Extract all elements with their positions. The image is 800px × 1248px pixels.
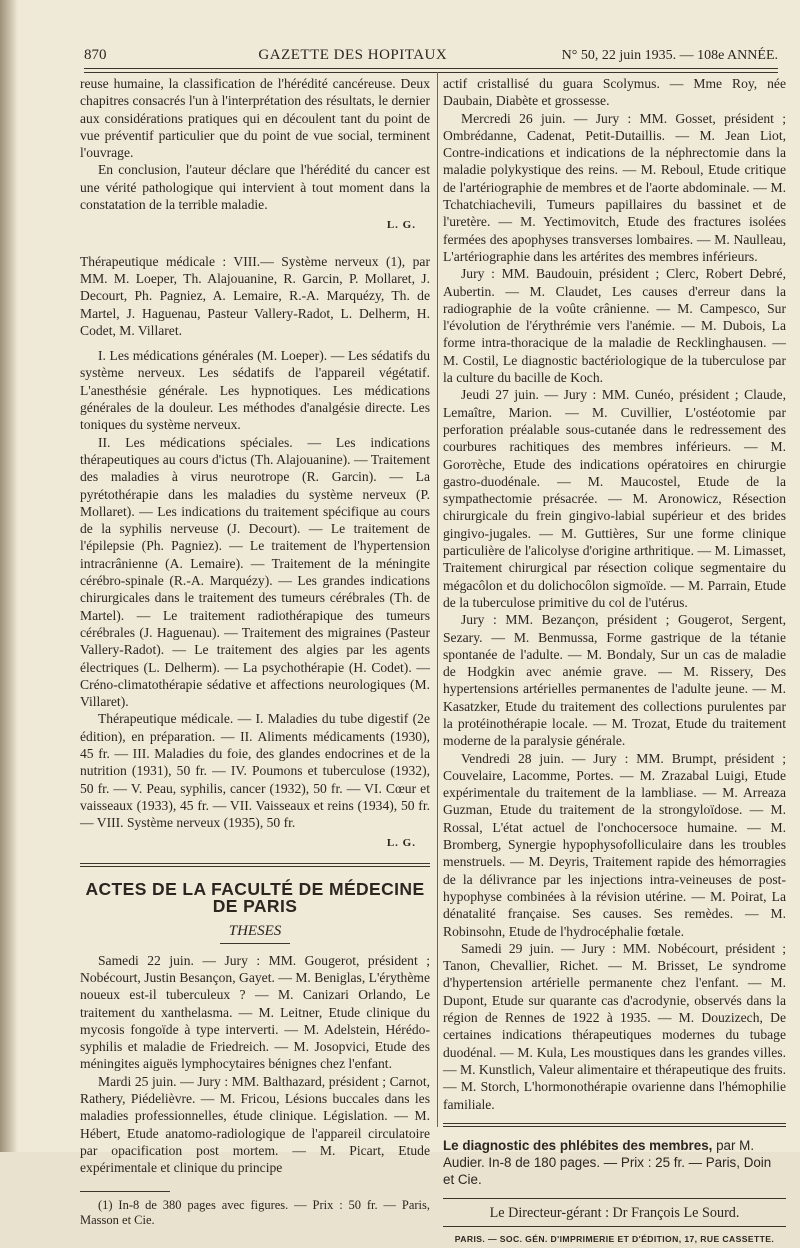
theses-tuesday-continued: actif cristallisé du guara Scolymus. — Mme Roy, née Daubain, Diabète et grossesse.: [443, 76, 786, 109]
printer-imprint: PARIS. — SOC. GÉN. D'IMPRIMERIE ET D'ÉDITION, 17, RUE CASSETTE.: [454, 1234, 775, 1245]
journal-title: GAZETTE DES HOPITAUX: [258, 47, 448, 63]
footnote-rule: [80, 1191, 170, 1192]
left-column: [80, 75, 430, 1229]
review-text-continued: reuse humaine, la classification de l'hérédité cancéreuse. Deux chapitres consacrés l'un à l'interprétation des résultats, le dernier aux considérations pratiques qui en découlent tant du point de vue préventif particulier que du point de vue social, terminent l'ouvrage.: [80, 76, 430, 161]
therapeutique-heading: Thérapeutique médicale : VIII.— Système nerveux (1), par MM. M. Loeper, Th. Alajouanine, R. Garcin, P. Mollaret, J. Decourt, Ph. Pagniez, A. Lemaire, R.-A. Marquézy, Th. de Martel, J. Haguenau, Pasteur Vallery-Radot, L. Delherm, H. Codet, M. Villaret.: [80, 253, 430, 338]
header-rule: [84, 68, 778, 73]
page-header: [84, 40, 778, 64]
therapeutique-part-2: II. Les médications spéciales. — Les indications thérapeutiques au cours d'ictus (Th. Alajouanine). — Traitement des maladies à virus neurotrope (R. Garcin). — La pyrétothérapie dans les maladies du système nerveux (P. Mollaret). — Les indications du traitement spécifique au cours de la syphilis nerveuse (J. Decourt). — Le traitement de l'épilepsie (Ph. Pagniez). — Le traitement de l'hypertension intracrânienne (A. Lemaire). — Traitement de la méningite cérébro-spinale (R.-A. Marquézy). — Les grandes indications chirurgicales dans le traitement des tumeurs cérébrales (Th. de Martel). — Le traitement radiothérapique des tumeurs cérébrales (J. Haguenau). — Traitement des migraines (Pasteur Vallery-Radot). — Le traitement des algies par les agents électriques (L. Delherm). — La psychothérapie (H. Codet). — Créno-climatothérapie sédative et affections neurologiques (M. Villaret).: [80, 434, 430, 710]
theses-wednesday-26-jury-2: Jury : MM. Baudouin, président ; Clerc, Robert Debré, Aubertin. — M. Claudet, Les causes d'erreur dans la radiographie de la voûte crânienne. — M. Campesco, Sur l'évolution de l'érythrémie vers l'anémie. — M. Dubois, La forme intra-thoracique de la maladie de Recklinghausen. — M. Costil, Le diagnostic bactériologique de la tuberculose par la culture du bacille de Koch.: [443, 266, 786, 386]
book-notice: [443, 1137, 786, 1188]
book-details: par M. Audier. In-8 de 180 pages. — Prix : 25 fr. — Paris, Doin et Cie.: [443, 1137, 772, 1187]
director-rule-top: [443, 1198, 786, 1199]
signature-initials: L. G.: [386, 219, 416, 232]
therapeutique-part-1: I. Les médications générales (M. Loeper). — Les sédatifs du système nerveux. Les sédatifs de l'appareil végétatif. L'anesthésie générale. Les hypnotiques. Les médications générales de la douleur. Les méthodes d'analgésie directe. Les toniques du système nerveux.: [80, 348, 430, 433]
book-rule: [443, 1123, 786, 1127]
theses-saturday-29: Samedi 29 juin. — Jury : MM. Nobécourt, président ; Tanon, Chevallier, Richet. — M. Brisset, Le syndrome d'hypertension artérielle permanente chez l'enfant. — M. Dupont, Etude sur quarante cas d'acrodynie, observés dans la région de Rennes de 1922 à 1935. — M. Douzizech, De certaines indications thérapeutiques modernes du tubage duodénal. — M. Kula, Les moustiques dans les grandes villes. — M. Kunstlich, Valeur alimentaire et thérapeutique des fruits. — M. Storch, L'hormonothérapie ovarienne dans l'hémophilie familiale.: [443, 940, 786, 1112]
theses-thursday-27: Jeudi 27 juin. — Jury : MM. Cunéo, président ; Claude, Lemaître, Marion. — M. Cuvillier, L'ostéotomie par perforation préalable sous-cutanée dans le redressement des courbures rachitiques des membres inférieurs. — M. Goroтèche, Etude des indications opératoires en chirurgie gastro-duodénale. — M. Maucostel, Etude de la sympathectomie présacrée. — M. Aronowicz, Résection chirurgicale du frein gingivo-labial supérieur et des brides gingivo-jugales. — M. Guttières, Sur une forme clinique particulière de l'alicolyse d'origine arthritique. — M. Limasset, Traitement chirurgical par résection colique segmentaire du mégacôlon et du dolichocôlon sigmoïde. — M. Parrain, Etude de la tuberculose primitive du col de l'utérus.: [443, 387, 786, 610]
therapeutique-series-list: Thérapeutique médicale. — I. Maladies du tube digestif (2e édition), en préparation. — II. Aliments médicaments (1930), 45 fr. — III. Maladies du foie, des glandes endocrines et de la nutrition (1931), 50 fr. — IV. Poumons et tuberculose (1932), 50 fr. — V. Peau, syphilis, cancer (1932), 50 fr. — VI. Cœur et vaisseaux (1933), 45 fr. — VII. Vaisseaux et reins (1934), 50 fr. — VIII. Système nerveux (1935), 50 fr.: [80, 711, 430, 831]
book-title: Le diagnostic des phlébites des membres,: [443, 1137, 713, 1153]
right-column: [443, 75, 786, 1248]
theses-underline: [220, 943, 290, 944]
theses-friday-28: Vendredi 28 juin. — Jury : MM. Brumpt, président ; Couvelaire, Lacomme, Portes. — M. Zrazabal Luigi, Etude expérimentale du traitement de la lambliase. — M. Arreaza Guzman, Etude du traitement de la strongyloïdose. — M. Rossal, L'état actuel de l'onchocersoce humaine. — M. Bromberg, Synergie hypophysofolliculaire dans les troubles menstruels. — M. Deyris, Traitement rapide des hémorragies de la délivrance par les injections intra-veineuses de post-hypophyse combinées à la révision utérine. — M. Poirat, La dénatalité française. Ses causes. Ses remèdes. — M. Robinsohn, Etude de l'hydrocéphalie fœtale.: [443, 750, 786, 939]
section-double-rule: [80, 863, 430, 867]
column-divider: [437, 72, 438, 1127]
theses-tuesday-25: Mardi 25 juin. — Jury : MM. Balthazard, président ; Carnot, Rathery, Piédelièvre. — M. Fricou, Lésions buccales dans les maladies professionnelles, étude clinique. Législation. — M. Hébert, Etude anatomo-radiologique de l'appareil circulatoire par opacification post mortem. — M. Picart, Etude expérimentale et clinique du principe: [80, 1073, 430, 1176]
director-rule-bottom: [443, 1226, 786, 1227]
director-line: Le Directeur-gérant : Dr François Le Sourd.: [489, 1204, 740, 1221]
subsection-theses: THESES: [228, 923, 282, 940]
theses-wednesday-26: Mercredi 26 juin. — Jury : MM. Gosset, président ; Ombrédanne, Cadenat, Petit-Dutaillis. — M. Jean Liot, Contre-indications et indications de la néphrectomie dans la maladie polykystique des reins. — M. Reboul, Etude critique de l'artériographie de membres et de l'aorte abdominale. — M. Tchatchiachevili, Tumeurs papillaires du bassinet et de l'uretère. — M. Yectimovitch, Etude des fractures isolées fermées des apophyses transverses lombaires. — M. Naulleau, L'artériographie dans les artérites des membres inférieurs.: [443, 110, 786, 264]
issue-info: N° 50, 22 juin 1935. — 108e ANNÉE.: [561, 48, 778, 63]
section-title-actes: ACTES DE LA FACULTÉ DE MÉDECINE DE PARIS: [85, 878, 425, 917]
signature-initials-2: L. G.: [386, 837, 416, 850]
theses-thursday-27-jury-2: Jury : MM. Bezançon, président ; Gougerot, Sergent, Sezary. — M. Benmussa, Forme gastrique de la tétanie spontanée de l'adulte. — M. Bondaly, Sur un cas de maladie de Hodgkin avec anémie grave. — M. Rissery, Des hypertensions artérielles permanentes de l'adulte jeune. — M. Kasatzker, Etude du traitement des collections purulentes par la protéinothérapie locale. — M. Trozat, Etude du traitement moderne de la paralysie générale.: [443, 612, 786, 749]
review-conclusion: En conclusion, l'auteur déclare que l'hérédité du cancer est une vérité pathologique qui intervient à tout moment dans la constatation de la terrible maladie.: [80, 162, 430, 213]
page-spine-shadow: [0, 0, 18, 1152]
footnote: (1) In-8 de 380 pages avec figures. — Prix : 50 fr. — Paris, Masson et Cie.: [80, 1197, 430, 1228]
page-number: 870: [84, 47, 107, 63]
theses-saturday-22: Samedi 22 juin. — Jury : MM. Gougerot, président ; Nobécourt, Justin Besançon, Gayet. — M. Beniglas, L'érythème noueux est-il tuberculeux ? — M. Canizari Orlando, Le traitement du xanthelasma. — M. Leitner, Etude clinique du mycosis fongoïde à type interverti. — M. Adelstein, Hérédo-syphilis et maladie de Friedreich. — M. Josopvici, Etude des méningites aiguës lymphocytaires bénignes chez l'enfant.: [80, 952, 430, 1072]
